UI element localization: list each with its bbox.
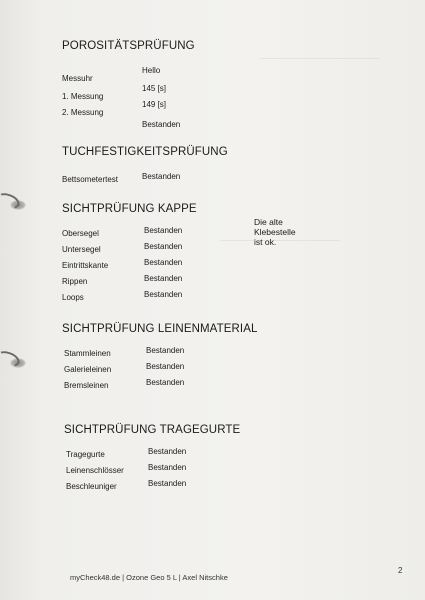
section-heading: SICHTPRÜFUNG TRAGEGURTE [64, 424, 241, 436]
table-row [62, 258, 197, 274]
table-row [62, 74, 195, 88]
section-kappe [62, 203, 296, 306]
section-heading: SICHTPRÜFUNG LEINENMATERIAL [62, 323, 258, 335]
section-heading: POROSITÄTSPRÜFUNG [62, 40, 195, 52]
row-value: 149 [s] [142, 100, 167, 109]
kappe-note: Die alte Klebestelle ist ok. [254, 217, 296, 247]
table-row [64, 447, 240, 463]
table-row [64, 463, 240, 479]
table-row [62, 92, 195, 102]
row-label: Leinenschlösser [66, 466, 124, 475]
table-row [62, 66, 195, 74]
row-label: 1. Messung [62, 92, 104, 101]
row-value: Bestanden [146, 362, 185, 371]
table-row [62, 362, 257, 378]
row-value: Bestanden [144, 258, 183, 267]
row-label: Tragegurte [66, 450, 105, 459]
row-value: 145 [s] [142, 84, 167, 93]
section-leinenmaterial [62, 323, 257, 394]
row-label: Stammleinen [64, 349, 111, 358]
row-label: Bettsometertest [62, 175, 119, 184]
row-value: Bestanden [146, 346, 185, 355]
table-row [62, 242, 197, 258]
row-label: Obersegel [62, 229, 99, 238]
table-row [64, 479, 240, 495]
row-value: Bestanden [146, 378, 185, 387]
row-value: Bestanden [148, 463, 187, 472]
row-label: 2. Messung [62, 108, 104, 117]
row-value: Bestanden [144, 242, 183, 251]
table-row [62, 274, 197, 290]
row-value: Bestanden [144, 226, 183, 235]
row-label: Beschleuniger [66, 482, 117, 491]
page-footer: myCheck48.de | Ozone Geo 5 L | Axel Nitschke [70, 573, 228, 582]
page-number: 2 [398, 566, 403, 575]
row-label: Rippen [62, 277, 88, 286]
row-label: Bremsleinen [64, 381, 109, 390]
table-row [62, 290, 197, 306]
table-row [62, 378, 257, 394]
row-label: Messuhr [62, 74, 93, 83]
row-label: Galerieleinen [64, 365, 112, 374]
section-porositaet [62, 40, 195, 136]
row-label: Eintrittskante [62, 261, 109, 270]
row-value: Bestanden [142, 120, 181, 129]
row-value: Bestanden [148, 447, 187, 456]
row-value: Bestanden [144, 274, 183, 283]
row-value: Hello [142, 66, 161, 75]
row-label: Untersegel [62, 245, 101, 254]
section-heading: TUCHFESTIGKEITSPRÜFUNG [62, 146, 228, 158]
section-tuchfestigkeit [62, 146, 228, 188]
show-through [260, 58, 380, 119]
row-value: Bestanden [148, 479, 187, 488]
row-label: Loops [62, 293, 84, 302]
table-row [62, 172, 228, 188]
table-row [62, 346, 257, 362]
section-heading: SICHTPRÜFUNG KAPPE [62, 203, 197, 215]
row-value: Bestanden [144, 290, 183, 299]
table-row [62, 226, 197, 242]
table-row [62, 108, 195, 120]
row-value: Bestanden [142, 172, 181, 181]
table-row [62, 120, 195, 136]
section-tragegurte [64, 424, 240, 495]
